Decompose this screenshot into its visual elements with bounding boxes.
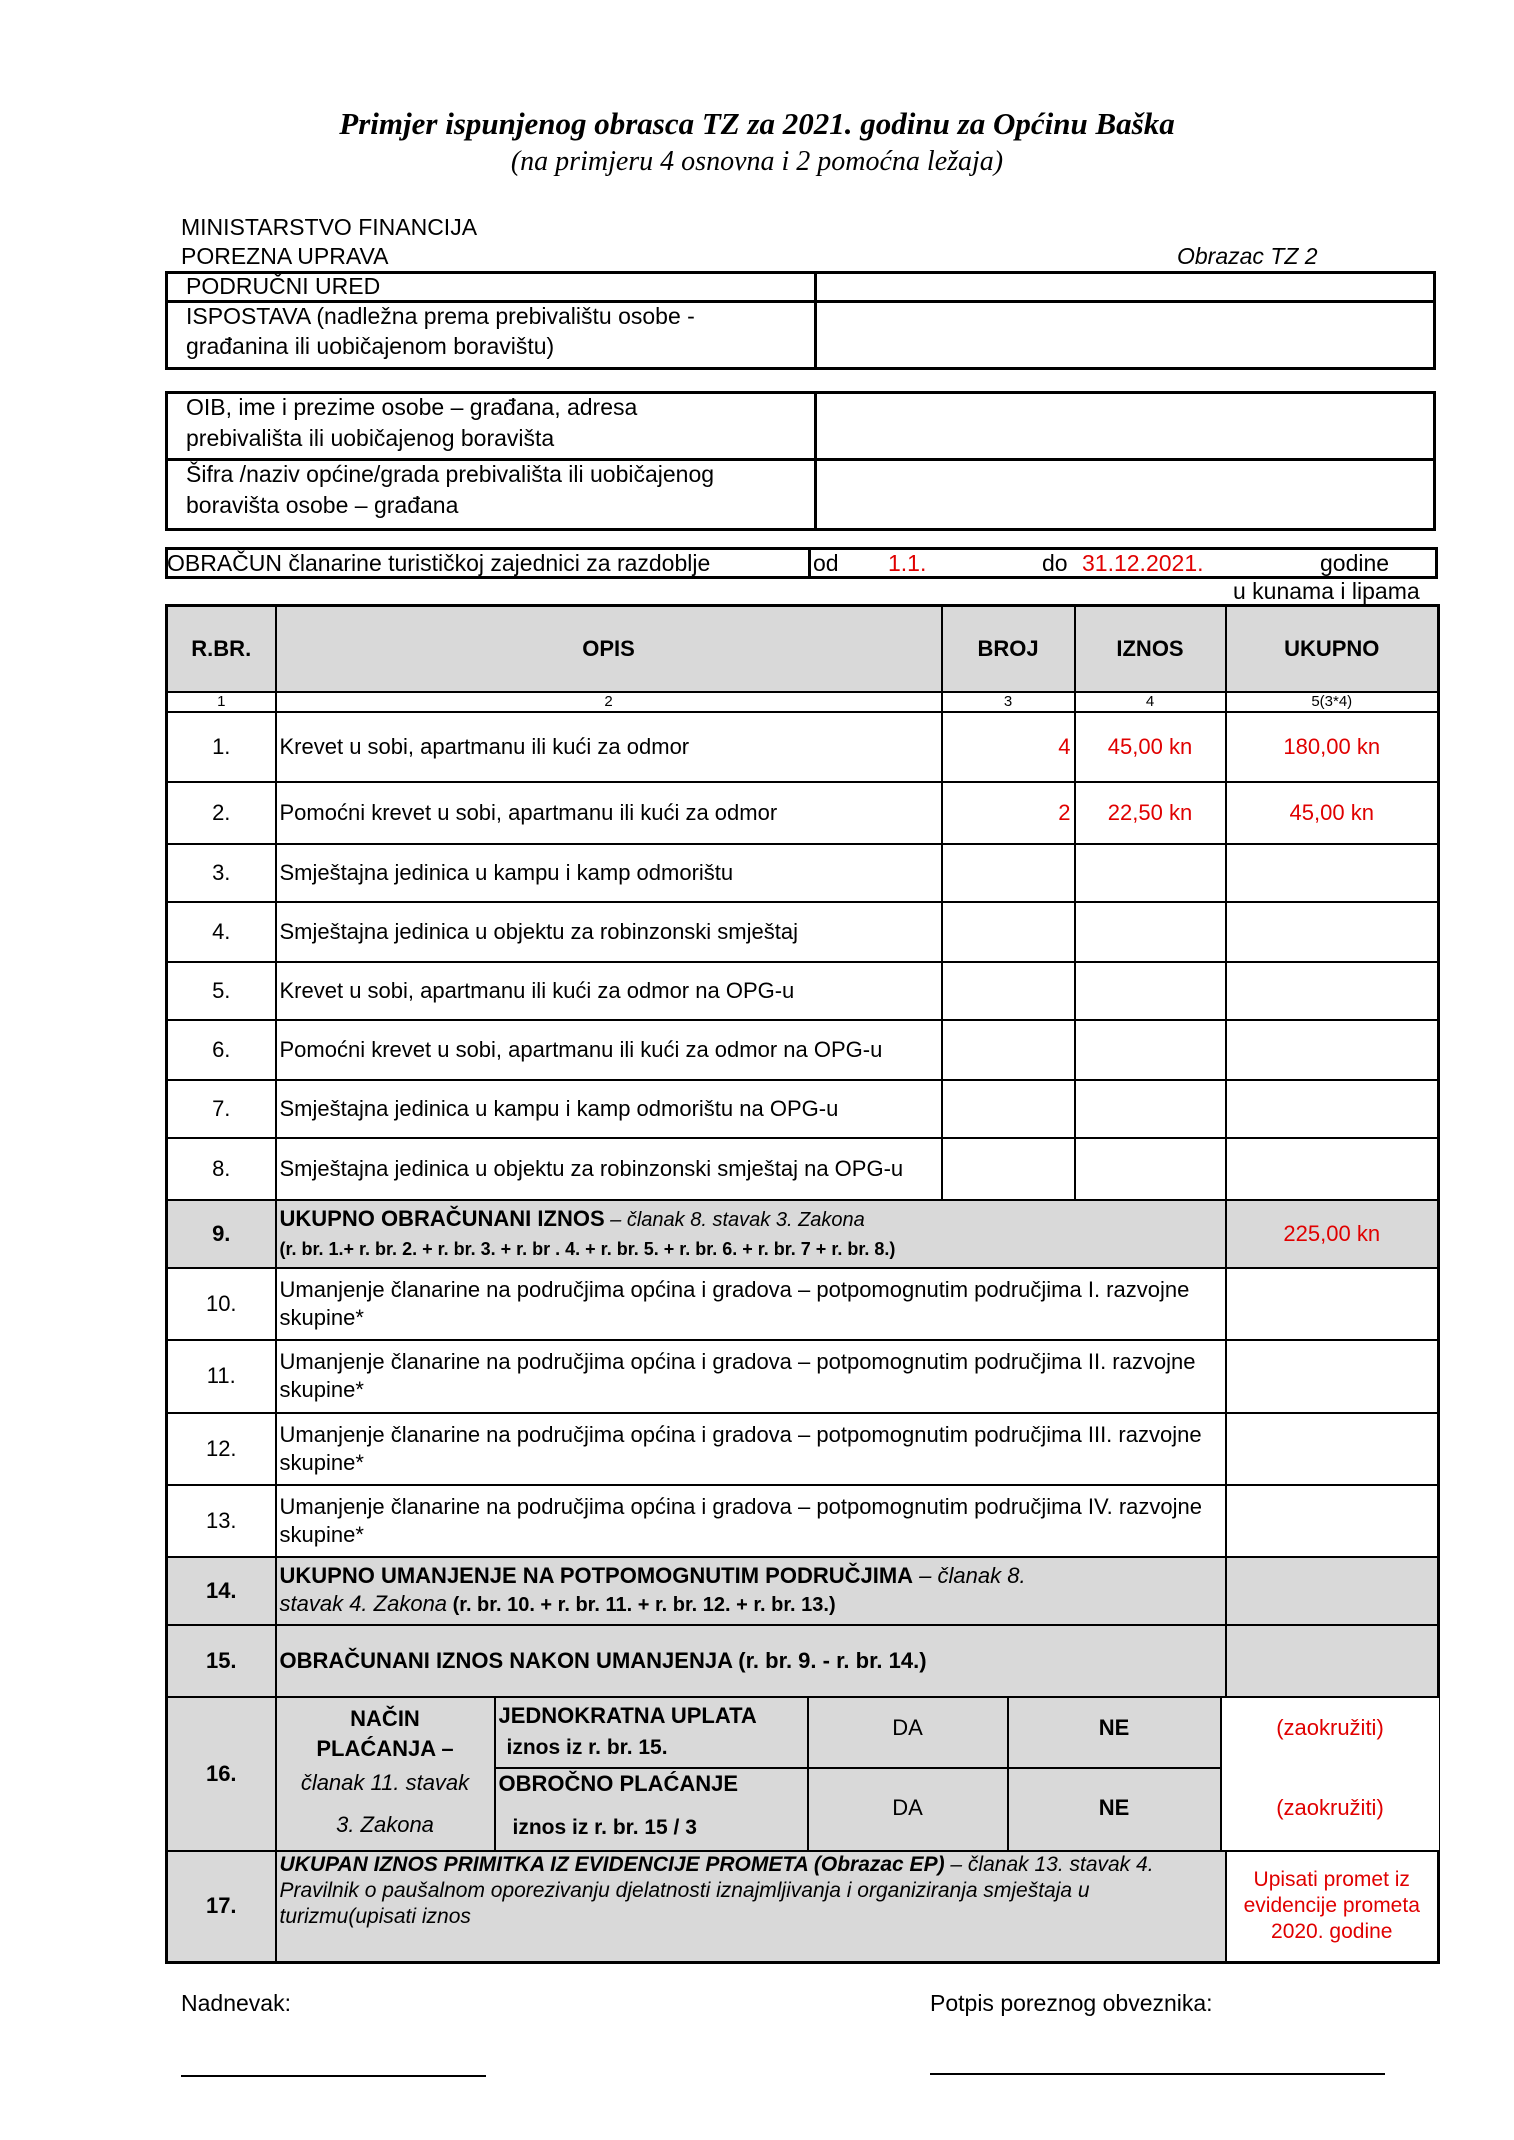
row-description: [276, 1851, 1226, 1963]
row-number: 8.: [167, 1138, 276, 1200]
ukupno-cell[interactable]: [1226, 962, 1439, 1020]
broj-cell[interactable]: [942, 962, 1075, 1020]
ukupno-cell[interactable]: [1226, 1138, 1439, 1200]
row-number: 16.: [167, 1697, 276, 1851]
payment-method-row: [167, 1697, 1439, 1851]
row-number: 7.: [167, 1080, 276, 1138]
row-number: 6.: [167, 1020, 276, 1080]
header-broj: BROJ: [942, 606, 1075, 692]
colnum-1: 1: [167, 692, 276, 712]
ukupno-cell[interactable]: [1226, 902, 1439, 962]
table-row: [167, 1413, 1439, 1485]
nacin-2: PLAĆANJA –: [316, 1735, 454, 1761]
row17-bold: UKUPAN IZNOS PRIMITKA IZ EVIDENCIJE PROMETA (Obrazac EP): [279, 1852, 945, 1876]
row14-bold: UKUPNO UMANJENJE NA POTPOMOGNUTIM PODRUČJIMA: [279, 1563, 914, 1588]
ukupno-cell[interactable]: [1226, 1625, 1439, 1697]
iznos-cell[interactable]: [1075, 962, 1226, 1020]
opt2-circle-note: (zaokružiti): [1276, 1794, 1384, 1820]
municipality-field[interactable]: [817, 461, 1433, 529]
row-description: Smještajna jedinica u kampu i kamp odmorištu na OPG-u: [276, 1080, 942, 1138]
row17-note[interactable]: Upisati promet iz evidencije prometa 2020. godine: [1226, 1851, 1439, 1963]
colnum-2: 2: [276, 692, 942, 712]
table-row: [167, 962, 1439, 1020]
ukupno-cell[interactable]: [1226, 1080, 1439, 1138]
opt1-da[interactable]: DA: [892, 1714, 923, 1740]
row-description: Umanjenje članarine na područjima općina i gradova – potpomognutim područjima II. razvojne skupine*: [276, 1340, 1226, 1413]
ukupno-cell[interactable]: [1226, 1557, 1439, 1625]
row-description: Smještajna jedinica u objektu za robinzonski smještaj: [276, 902, 942, 962]
period-suffix: godine: [1320, 550, 1390, 576]
oib-label: OIB, ime i prezime osobe – građana, adresa: [186, 394, 638, 420]
row-number: 10.: [167, 1268, 276, 1340]
turnover-row: [167, 1851, 1439, 1963]
iznos-cell[interactable]: 22,50 kn: [1075, 782, 1226, 844]
row-description: Smještajna jedinica u objektu za robinzonski smještaj na OPG-u: [276, 1138, 942, 1200]
table-row: [167, 1020, 1439, 1080]
row14-formula: (r. br. 10. + r. br. 11. + r. br. 12. + r. br. 13.): [447, 1594, 836, 1616]
ukupno-cell[interactable]: 180,00 kn: [1226, 712, 1439, 782]
iznos-cell[interactable]: 45,00 kn: [1075, 712, 1226, 782]
row-number: 4.: [167, 902, 276, 962]
signature-label: Potpis poreznog obveznika:: [930, 1990, 1213, 2016]
branch-label: ISPOSTAVA (nadležna prema prebivalištu osobe -: [186, 303, 695, 329]
row-number: 2.: [167, 782, 276, 844]
period-to-value[interactable]: 31.12.2021.: [1082, 550, 1204, 576]
opt2-ne[interactable]: NE: [1098, 1794, 1130, 1820]
table-row: [167, 1080, 1439, 1138]
row-description: [276, 1557, 1226, 1625]
broj-cell[interactable]: [942, 1080, 1075, 1138]
row-number: 14.: [167, 1557, 276, 1625]
ukupno-cell[interactable]: [1226, 1413, 1439, 1485]
row-description: Smještajna jedinica u kampu i kamp odmorištu: [276, 844, 942, 902]
total-italic: – članak 8. stavak 3. Zakona: [604, 1208, 865, 1231]
ukupno-cell[interactable]: [1226, 1340, 1439, 1413]
period-to-label: do: [1042, 550, 1068, 576]
broj-cell[interactable]: [942, 1138, 1075, 1200]
page-title: Primjer ispunjenog obrasca TZ za 2021. godinu za Općinu Baška: [339, 106, 1175, 141]
iznos-cell[interactable]: [1075, 1138, 1226, 1200]
ukupno-cell[interactable]: 45,00 kn: [1226, 782, 1439, 844]
colnum-5: 5(3*4): [1226, 692, 1439, 712]
form-name: Obrazac TZ 2: [1177, 243, 1318, 269]
row-description: Pomoćni krevet u sobi, apartmanu ili kući za odmor: [276, 782, 942, 844]
tax-admin-label: POREZNA UPRAVA: [181, 243, 389, 269]
branch-field[interactable]: [817, 303, 1433, 367]
period-from-label: od: [813, 550, 839, 576]
opt1-circle-note: (zaokružiti): [1276, 1714, 1384, 1740]
total-row: [167, 1200, 1439, 1268]
row-number: 3.: [167, 844, 276, 902]
table-row: [167, 1268, 1439, 1340]
colnum-3: 3: [942, 692, 1075, 712]
ukupno-cell[interactable]: [1226, 1268, 1439, 1340]
iznos-cell[interactable]: [1075, 1080, 1226, 1138]
opt2-sub: iznos iz r. br. 15 / 3: [512, 1815, 697, 1839]
regional-office-field[interactable]: [817, 274, 1433, 300]
calculation-table: [165, 604, 1440, 1964]
iznos-cell[interactable]: [1075, 902, 1226, 962]
nacin-4: 3. Zakona: [336, 1811, 434, 1837]
row-description: Krevet u sobi, apartmanu ili kući za odmor na OPG-u: [276, 962, 942, 1020]
period-label: OBRAČUN članarine turističkoj zajednici za razdoblje: [167, 550, 711, 576]
header-iznos: IZNOS: [1075, 606, 1226, 692]
row-number: 12.: [167, 1413, 276, 1485]
municipality-label: Šifra /naziv općine/grada prebivališta ili uobičajenog: [186, 461, 715, 487]
header-ukupno: UKUPNO: [1226, 606, 1439, 692]
row-number: 5.: [167, 962, 276, 1020]
row-description: Umanjenje članarine na područjima općina i gradova – potpomognutim područjima III. razvojne skupine*: [276, 1413, 1226, 1485]
broj-cell[interactable]: 4: [942, 712, 1075, 782]
total-ukupno[interactable]: 225,00 kn: [1226, 1200, 1439, 1268]
iznos-cell[interactable]: [1075, 1020, 1226, 1080]
row-number: 13.: [167, 1485, 276, 1557]
opt2-title: OBROČNO PLAĆANJE: [498, 1770, 739, 1796]
table-row: [167, 1340, 1439, 1413]
nacin-3: članak 11. stavak: [300, 1769, 470, 1795]
payment-method-cell: [276, 1697, 1439, 1851]
broj-cell[interactable]: [942, 844, 1075, 902]
opt1-title: JEDNOKRATNA UPLATA: [498, 1702, 757, 1728]
broj-cell[interactable]: 2: [942, 782, 1075, 844]
ukupno-cell[interactable]: [1226, 1020, 1439, 1080]
row-description: Pomoćni krevet u sobi, apartmanu ili kući za odmor na OPG-u: [276, 1020, 942, 1080]
ministry-label: MINISTARSTVO FINANCIJA: [181, 214, 478, 240]
nacin-1: NAČIN: [350, 1705, 420, 1731]
total-bold: UKUPNO OBRAČUNANI IZNOS: [279, 1205, 605, 1231]
colnum-4: 4: [1075, 692, 1226, 712]
table-row: [167, 902, 1439, 962]
row-number: 17.: [167, 1851, 276, 1963]
header-rbr: R.BR.: [167, 606, 276, 692]
header-opis: OPIS: [276, 606, 942, 692]
total-formula: (r. br. 1.+ r. br. 2. + r. br. 3. + r. br . 4. + r. br. 5. + r. br. 6. + r. br. 7 + r. br. 8.): [279, 1238, 896, 1259]
row14-italic: – članak 8.: [913, 1563, 1026, 1588]
broj-cell[interactable]: [942, 902, 1075, 962]
total-description: [276, 1200, 1226, 1268]
oib-label-2: prebivališta ili uobičajenog boravišta: [186, 425, 555, 451]
date-label: Nadnevak:: [181, 1990, 291, 2016]
oib-field[interactable]: [817, 394, 1433, 456]
municipality-label-2: boravišta osobe – građana: [186, 492, 459, 518]
table-row: [167, 844, 1439, 902]
iznos-cell[interactable]: [1075, 844, 1226, 902]
total-reduction-row: [167, 1557, 1439, 1625]
row-number: 11.: [167, 1340, 276, 1413]
row-description: Umanjenje članarine na područjima općina i gradova – potpomognutim područjima I. razvojne skupine*: [276, 1268, 1226, 1340]
row-number: 15.: [167, 1625, 276, 1697]
table-row: [167, 1485, 1439, 1557]
branch-label-2: građanina ili uobičajenom boravištu): [186, 333, 555, 359]
row-number: 9.: [167, 1200, 276, 1268]
net-amount-row: [167, 1625, 1439, 1697]
period-from-value[interactable]: 1.1.: [888, 550, 927, 576]
row-description: Umanjenje članarine na područjima općina i gradova – potpomognutim područjima IV. razvojne skupine*: [276, 1485, 1226, 1557]
opt1-ne[interactable]: NE: [1098, 1714, 1130, 1740]
row-number: 1.: [167, 712, 276, 782]
table-row: [167, 782, 1439, 844]
table-row: [167, 1138, 1439, 1200]
currency-note: u kunama i lipama: [1233, 578, 1420, 604]
page-subtitle: (na primjeru 4 osnovna i 2 pomoćna ležaja): [510, 146, 1004, 177]
regional-office-label: PODRUČNI URED: [186, 273, 381, 299]
row14-italic2: stavak 4. Zakona: [279, 1591, 448, 1616]
date-line[interactable]: [181, 2075, 486, 2077]
broj-cell[interactable]: [942, 1020, 1075, 1080]
signature-line[interactable]: [930, 2073, 1385, 2075]
opt2-da[interactable]: DA: [892, 1794, 923, 1820]
row-description: Krevet u sobi, apartmanu ili kući za odmor: [276, 712, 942, 782]
ukupno-cell[interactable]: [1226, 1485, 1439, 1557]
ukupno-cell[interactable]: [1226, 844, 1439, 902]
table-row: [167, 712, 1439, 782]
row-description: OBRAČUNANI IZNOS NAKON UMANJENJA (r. br. 9. - r. br. 14.): [276, 1625, 1226, 1697]
opt1-sub: iznos iz r. br. 15.: [506, 1735, 668, 1759]
row17-italic: – članak 13. stavak 4. Pravilnik o paušalnom oporezivanju djelatnosti iznajmljivanja i organiziranja smještaja u turizmu(upisati iznos: [279, 1852, 1154, 1928]
